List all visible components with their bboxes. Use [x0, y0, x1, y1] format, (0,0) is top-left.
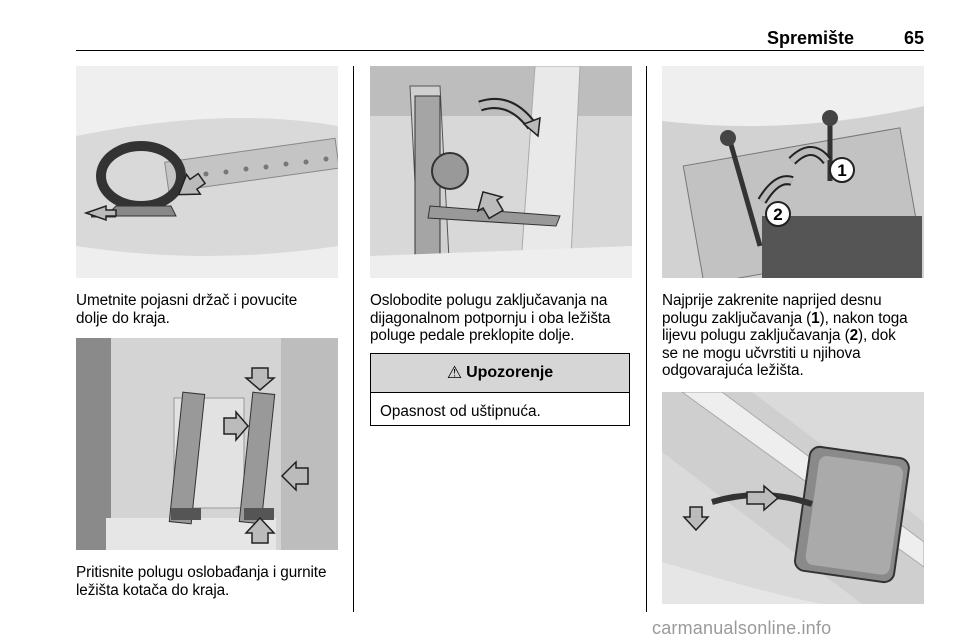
callout-2: 2 — [773, 205, 783, 224]
text-line: Najprije zakrenite naprijed desnu — [662, 292, 882, 309]
warning-title: Upozorenje — [466, 364, 554, 381]
warning-header — [371, 354, 629, 393]
illustration-diagonal-strut — [370, 66, 632, 278]
text-line: Pritisnite polugu oslobađanja i gurnite — [76, 564, 327, 581]
page-title: Spremište — [766, 28, 854, 48]
page-header — [76, 28, 924, 51]
column-divider-2 — [646, 66, 647, 612]
callout-1: 1 — [837, 161, 847, 180]
watermark: carmanualsonline.info — [652, 618, 832, 638]
instruction-text-1 — [76, 292, 297, 327]
column-divider-1 — [353, 66, 354, 612]
text-line: ležišta kotača do kraja. — [76, 581, 230, 599]
warning-triangle-icon: ⚠ — [446, 363, 463, 382]
illustration-belt-holder — [76, 66, 338, 278]
instruction-text-3 — [370, 292, 610, 345]
text-line: se ne mogu učvrstiti u njihova — [662, 344, 861, 362]
instruction-text-4 — [662, 292, 908, 380]
warning-body: Opasnost od uštipnuća. — [380, 403, 541, 420]
text-line: poluge pedale preklopite dolje. — [370, 327, 575, 344]
illustration-pedal-mount — [662, 392, 924, 604]
text-line: dijagonalnom potpornju i oba ležišta — [370, 309, 611, 327]
text-line: odgovarajuća ležišta. — [662, 362, 804, 379]
text-line: polugu zaključavanja (1), nakon toga — [662, 309, 908, 327]
illustration-locking-levers — [662, 66, 924, 278]
text-line: lijevu polugu zaključavanja (2), dok — [662, 327, 896, 344]
text-line: Oslobodite polugu zaključavanja na — [370, 292, 608, 309]
text-line: dolje do kraja. — [76, 309, 170, 327]
warning-box — [370, 353, 630, 426]
text-line: Umetnite pojasni držač i povucite — [76, 292, 298, 309]
instruction-text-2 — [76, 564, 326, 599]
page-number: 65 — [903, 28, 924, 48]
illustration-wheel-mounts — [76, 338, 338, 550]
